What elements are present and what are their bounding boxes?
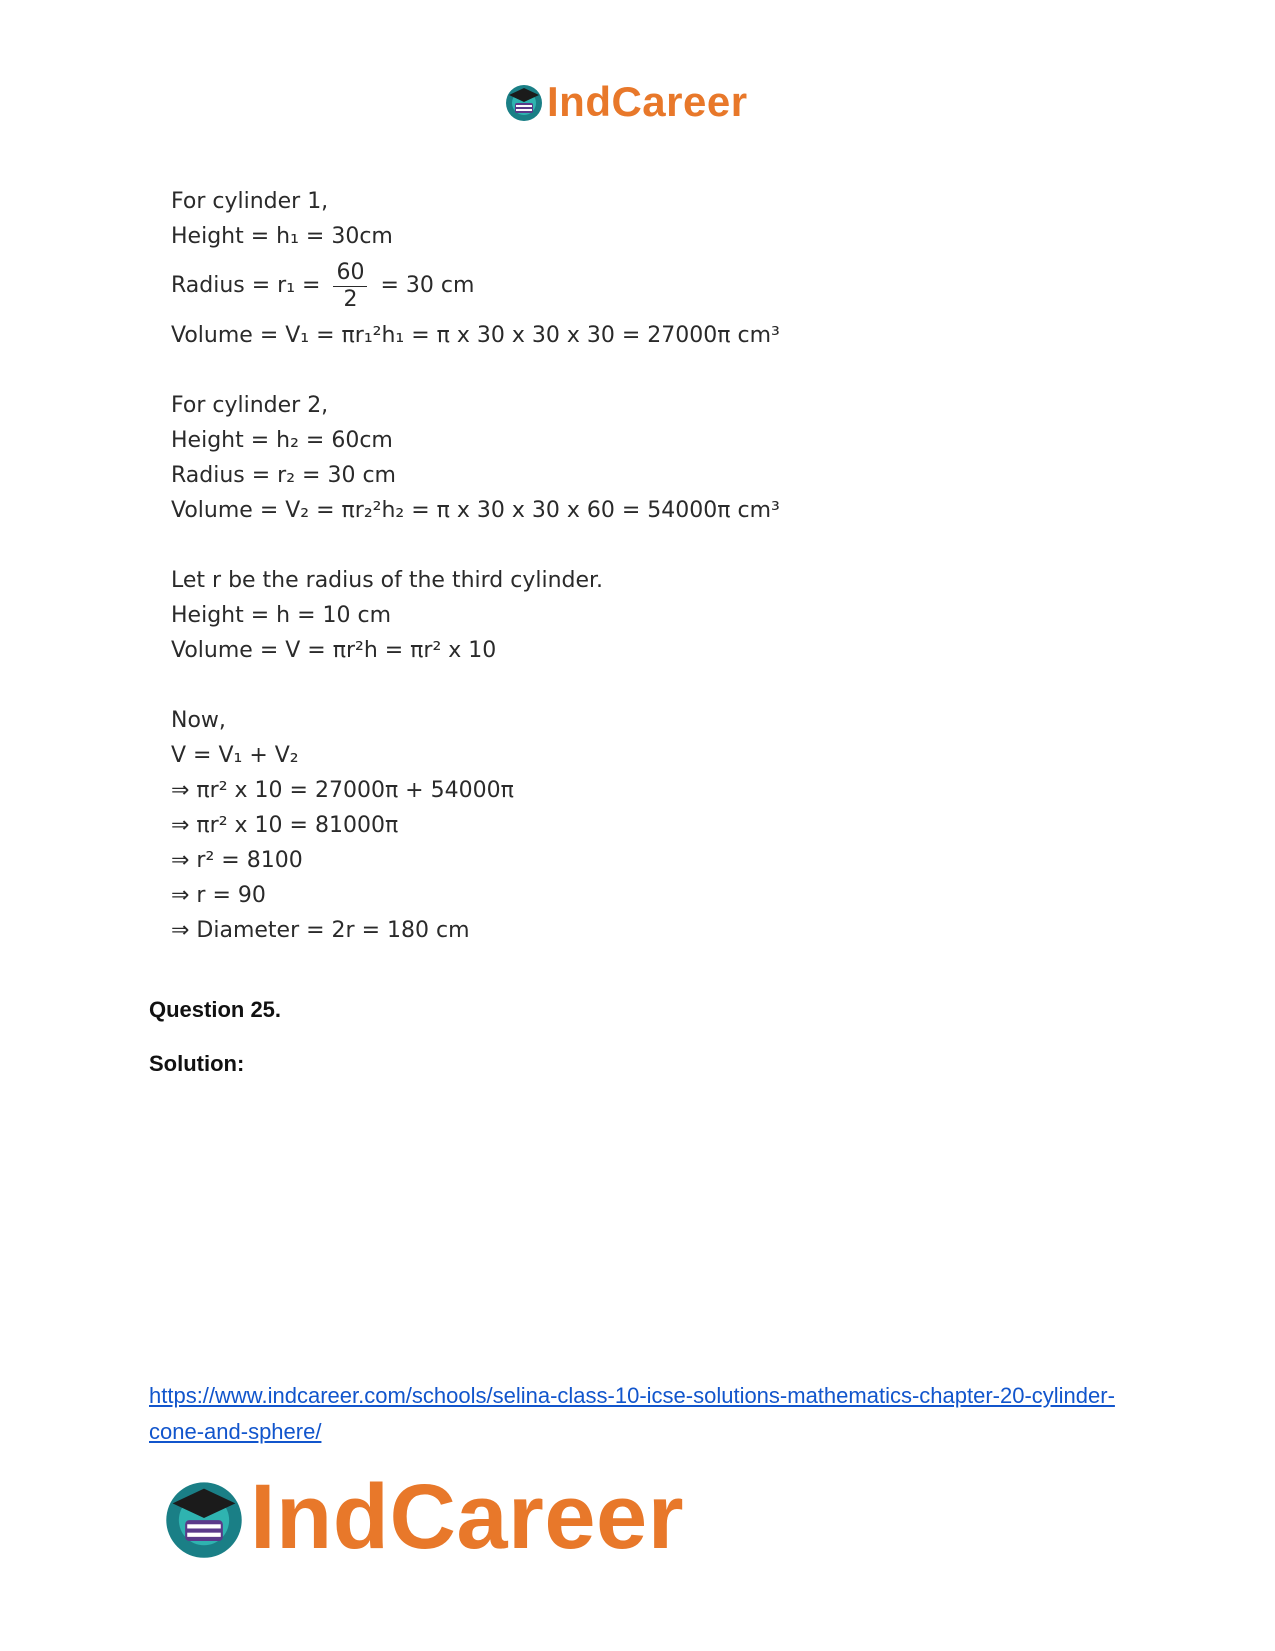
cylinder-1-volume: Volume = V₁ = πr₁²h₁ = π x 30 x 30 x 30 = 27000π cm³ — [171, 323, 780, 348]
cylinder-2-title: For cylinder 2, — [171, 393, 329, 418]
step-3: ⇒ r² = 8100 — [171, 848, 303, 873]
fraction-denominator: 2 — [343, 286, 358, 312]
graduation-globe-icon — [160, 1474, 248, 1562]
cylinder-1-radius-result: = 30 cm — [380, 273, 475, 298]
fraction — [333, 260, 367, 313]
cylinder-2-height: Height = h₂ = 60cm — [171, 428, 393, 453]
cylinder-3-title: Let r be the radius of the third cylinder. — [171, 568, 604, 593]
cylinder-1-radius-label: Radius = r₁ = — [171, 273, 321, 298]
cylinder-1-title: For cylinder 1, — [171, 189, 329, 214]
cylinder-2-volume: Volume = V₂ = πr₂²h₂ = π x 30 x 30 x 60 = 54000π cm³ — [171, 498, 780, 523]
solution-heading: Solution: — [149, 1051, 245, 1076]
graduation-globe-icon — [503, 81, 545, 123]
cylinder-1-radius — [171, 254, 871, 318]
cylinder-2-radius: Radius = r₂ = 30 cm — [171, 463, 396, 488]
cylinder-3-height: Height = h = 10 cm — [171, 603, 392, 628]
source-link[interactable]: https://www.indcareer.com/schools/selina-class-10-icse-solutions-mathematics-chapter-20-cylinder-cone-and-sphere/ — [149, 1383, 1115, 1444]
question-heading: Question 25. — [149, 997, 282, 1022]
brand-name: IndCareer — [250, 1466, 684, 1568]
indcareer-logo-footer — [160, 1465, 684, 1570]
fraction-numerator: 60 — [333, 260, 367, 287]
step-5: ⇒ Diameter = 2r = 180 cm — [171, 918, 470, 943]
volume-sum: V = V₁ + V₂ — [171, 743, 299, 768]
cylinder-1-height: Height = h₁ = 30cm — [171, 224, 393, 249]
solution-working — [171, 184, 871, 948]
cylinder-3-volume: Volume = V = πr²h = πr² x 10 — [171, 638, 497, 663]
step-2: ⇒ πr² x 10 = 81000π — [171, 813, 399, 838]
indcareer-logo-header — [503, 78, 748, 126]
step-4: ⇒ r = 90 — [171, 883, 266, 908]
step-1: ⇒ πr² x 10 = 27000π + 54000π — [171, 778, 514, 803]
now-label: Now, — [171, 708, 226, 733]
brand-name: IndCareer — [547, 78, 748, 125]
